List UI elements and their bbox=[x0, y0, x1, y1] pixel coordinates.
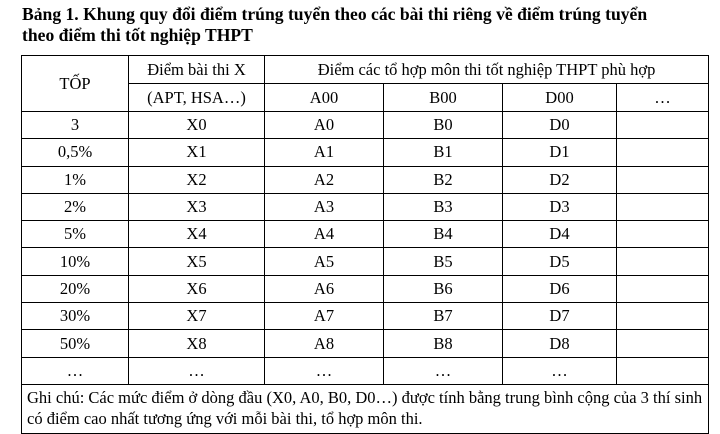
table-cell: 1% bbox=[22, 166, 129, 193]
table-cell bbox=[617, 248, 709, 275]
title-line-2: theo điểm thi tốt nghiệp THPT bbox=[22, 25, 253, 45]
table-row bbox=[22, 112, 709, 139]
table-cell bbox=[617, 330, 709, 357]
table-row bbox=[22, 275, 709, 302]
table-cell: B0 bbox=[384, 112, 503, 139]
table-cell: X4 bbox=[129, 221, 265, 248]
table-cell: A2 bbox=[265, 166, 384, 193]
table-cell bbox=[617, 166, 709, 193]
table-cell: … bbox=[22, 357, 129, 384]
table-cell bbox=[617, 357, 709, 384]
header-combo-d00: D00 bbox=[503, 84, 617, 112]
table-cell: 20% bbox=[22, 275, 129, 302]
table-cell: B6 bbox=[384, 275, 503, 302]
conversion-table bbox=[21, 55, 709, 434]
table-cell: B1 bbox=[384, 139, 503, 166]
table-cell bbox=[617, 193, 709, 220]
table-cell: 10% bbox=[22, 248, 129, 275]
table-cell: A3 bbox=[265, 193, 384, 220]
table-cell: A6 bbox=[265, 275, 384, 302]
table-cell: X1 bbox=[129, 139, 265, 166]
table-cell: A1 bbox=[265, 139, 384, 166]
table-cell: A7 bbox=[265, 303, 384, 330]
table-cell: D3 bbox=[503, 193, 617, 220]
table-cell: B5 bbox=[384, 248, 503, 275]
table-cell: D8 bbox=[503, 330, 617, 357]
table-cell: B2 bbox=[384, 166, 503, 193]
table-cell bbox=[617, 112, 709, 139]
table-row bbox=[22, 193, 709, 220]
table-cell: … bbox=[265, 357, 384, 384]
table-row bbox=[22, 221, 709, 248]
header-row-1 bbox=[22, 56, 709, 84]
table-cell: 2% bbox=[22, 193, 129, 220]
table-cell: D4 bbox=[503, 221, 617, 248]
table-row bbox=[22, 166, 709, 193]
table-row bbox=[22, 303, 709, 330]
table-cell: X2 bbox=[129, 166, 265, 193]
table-cell: 0,5% bbox=[22, 139, 129, 166]
table-cell bbox=[617, 221, 709, 248]
table-cell: A0 bbox=[265, 112, 384, 139]
table-cell: B8 bbox=[384, 330, 503, 357]
table-cell: B7 bbox=[384, 303, 503, 330]
note-text: Ghi chú: Các mức điểm ở dòng đầu (X0, A0, B0, D0…) được tính bằng trung bình cộng của 3 thí sinh có điểm cao nhất tương ứng với mỗi bài thi, tổ hợp môn thi. bbox=[22, 384, 709, 433]
table-cell: … bbox=[503, 357, 617, 384]
table-title bbox=[22, 4, 712, 46]
header-combo-a00: A00 bbox=[265, 84, 384, 112]
table-cell: X6 bbox=[129, 275, 265, 302]
table-row bbox=[22, 357, 709, 384]
header-exam-sub: (APT, HSA…) bbox=[129, 84, 265, 112]
note-row bbox=[22, 384, 709, 433]
table-row bbox=[22, 139, 709, 166]
table-cell: X8 bbox=[129, 330, 265, 357]
table-cell: 50% bbox=[22, 330, 129, 357]
table-body bbox=[22, 112, 709, 385]
table-cell bbox=[617, 275, 709, 302]
table-cell: … bbox=[129, 357, 265, 384]
header-top: TỐP bbox=[22, 56, 129, 112]
title-line-1: Bảng 1. Khung quy đổi điểm trúng tuyển theo các bài thi riêng về điểm trúng tuyển bbox=[22, 4, 648, 24]
table-cell: A4 bbox=[265, 221, 384, 248]
header-combo-b00: B00 bbox=[384, 84, 503, 112]
table-cell: D2 bbox=[503, 166, 617, 193]
header-combo-more: … bbox=[617, 84, 709, 112]
table-cell: D5 bbox=[503, 248, 617, 275]
table-cell: … bbox=[384, 357, 503, 384]
table-cell bbox=[617, 139, 709, 166]
table-cell: 3 bbox=[22, 112, 129, 139]
table-cell: X3 bbox=[129, 193, 265, 220]
table-cell: B3 bbox=[384, 193, 503, 220]
table-cell bbox=[617, 303, 709, 330]
table-cell: A5 bbox=[265, 248, 384, 275]
header-exam-label: Điểm bài thi X bbox=[129, 56, 265, 84]
table-cell: D7 bbox=[503, 303, 617, 330]
table-cell: D6 bbox=[503, 275, 617, 302]
table-cell: X0 bbox=[129, 112, 265, 139]
table-cell: D1 bbox=[503, 139, 617, 166]
table-cell: 30% bbox=[22, 303, 129, 330]
table-cell: 5% bbox=[22, 221, 129, 248]
table-cell: A8 bbox=[265, 330, 384, 357]
table-row bbox=[22, 248, 709, 275]
table-row bbox=[22, 330, 709, 357]
table-cell: B4 bbox=[384, 221, 503, 248]
header-combo-label: Điểm các tổ hợp môn thi tốt nghiệp THPT phù hợp bbox=[265, 56, 709, 84]
table-cell: X5 bbox=[129, 248, 265, 275]
table-cell: D0 bbox=[503, 112, 617, 139]
table-cell: X7 bbox=[129, 303, 265, 330]
